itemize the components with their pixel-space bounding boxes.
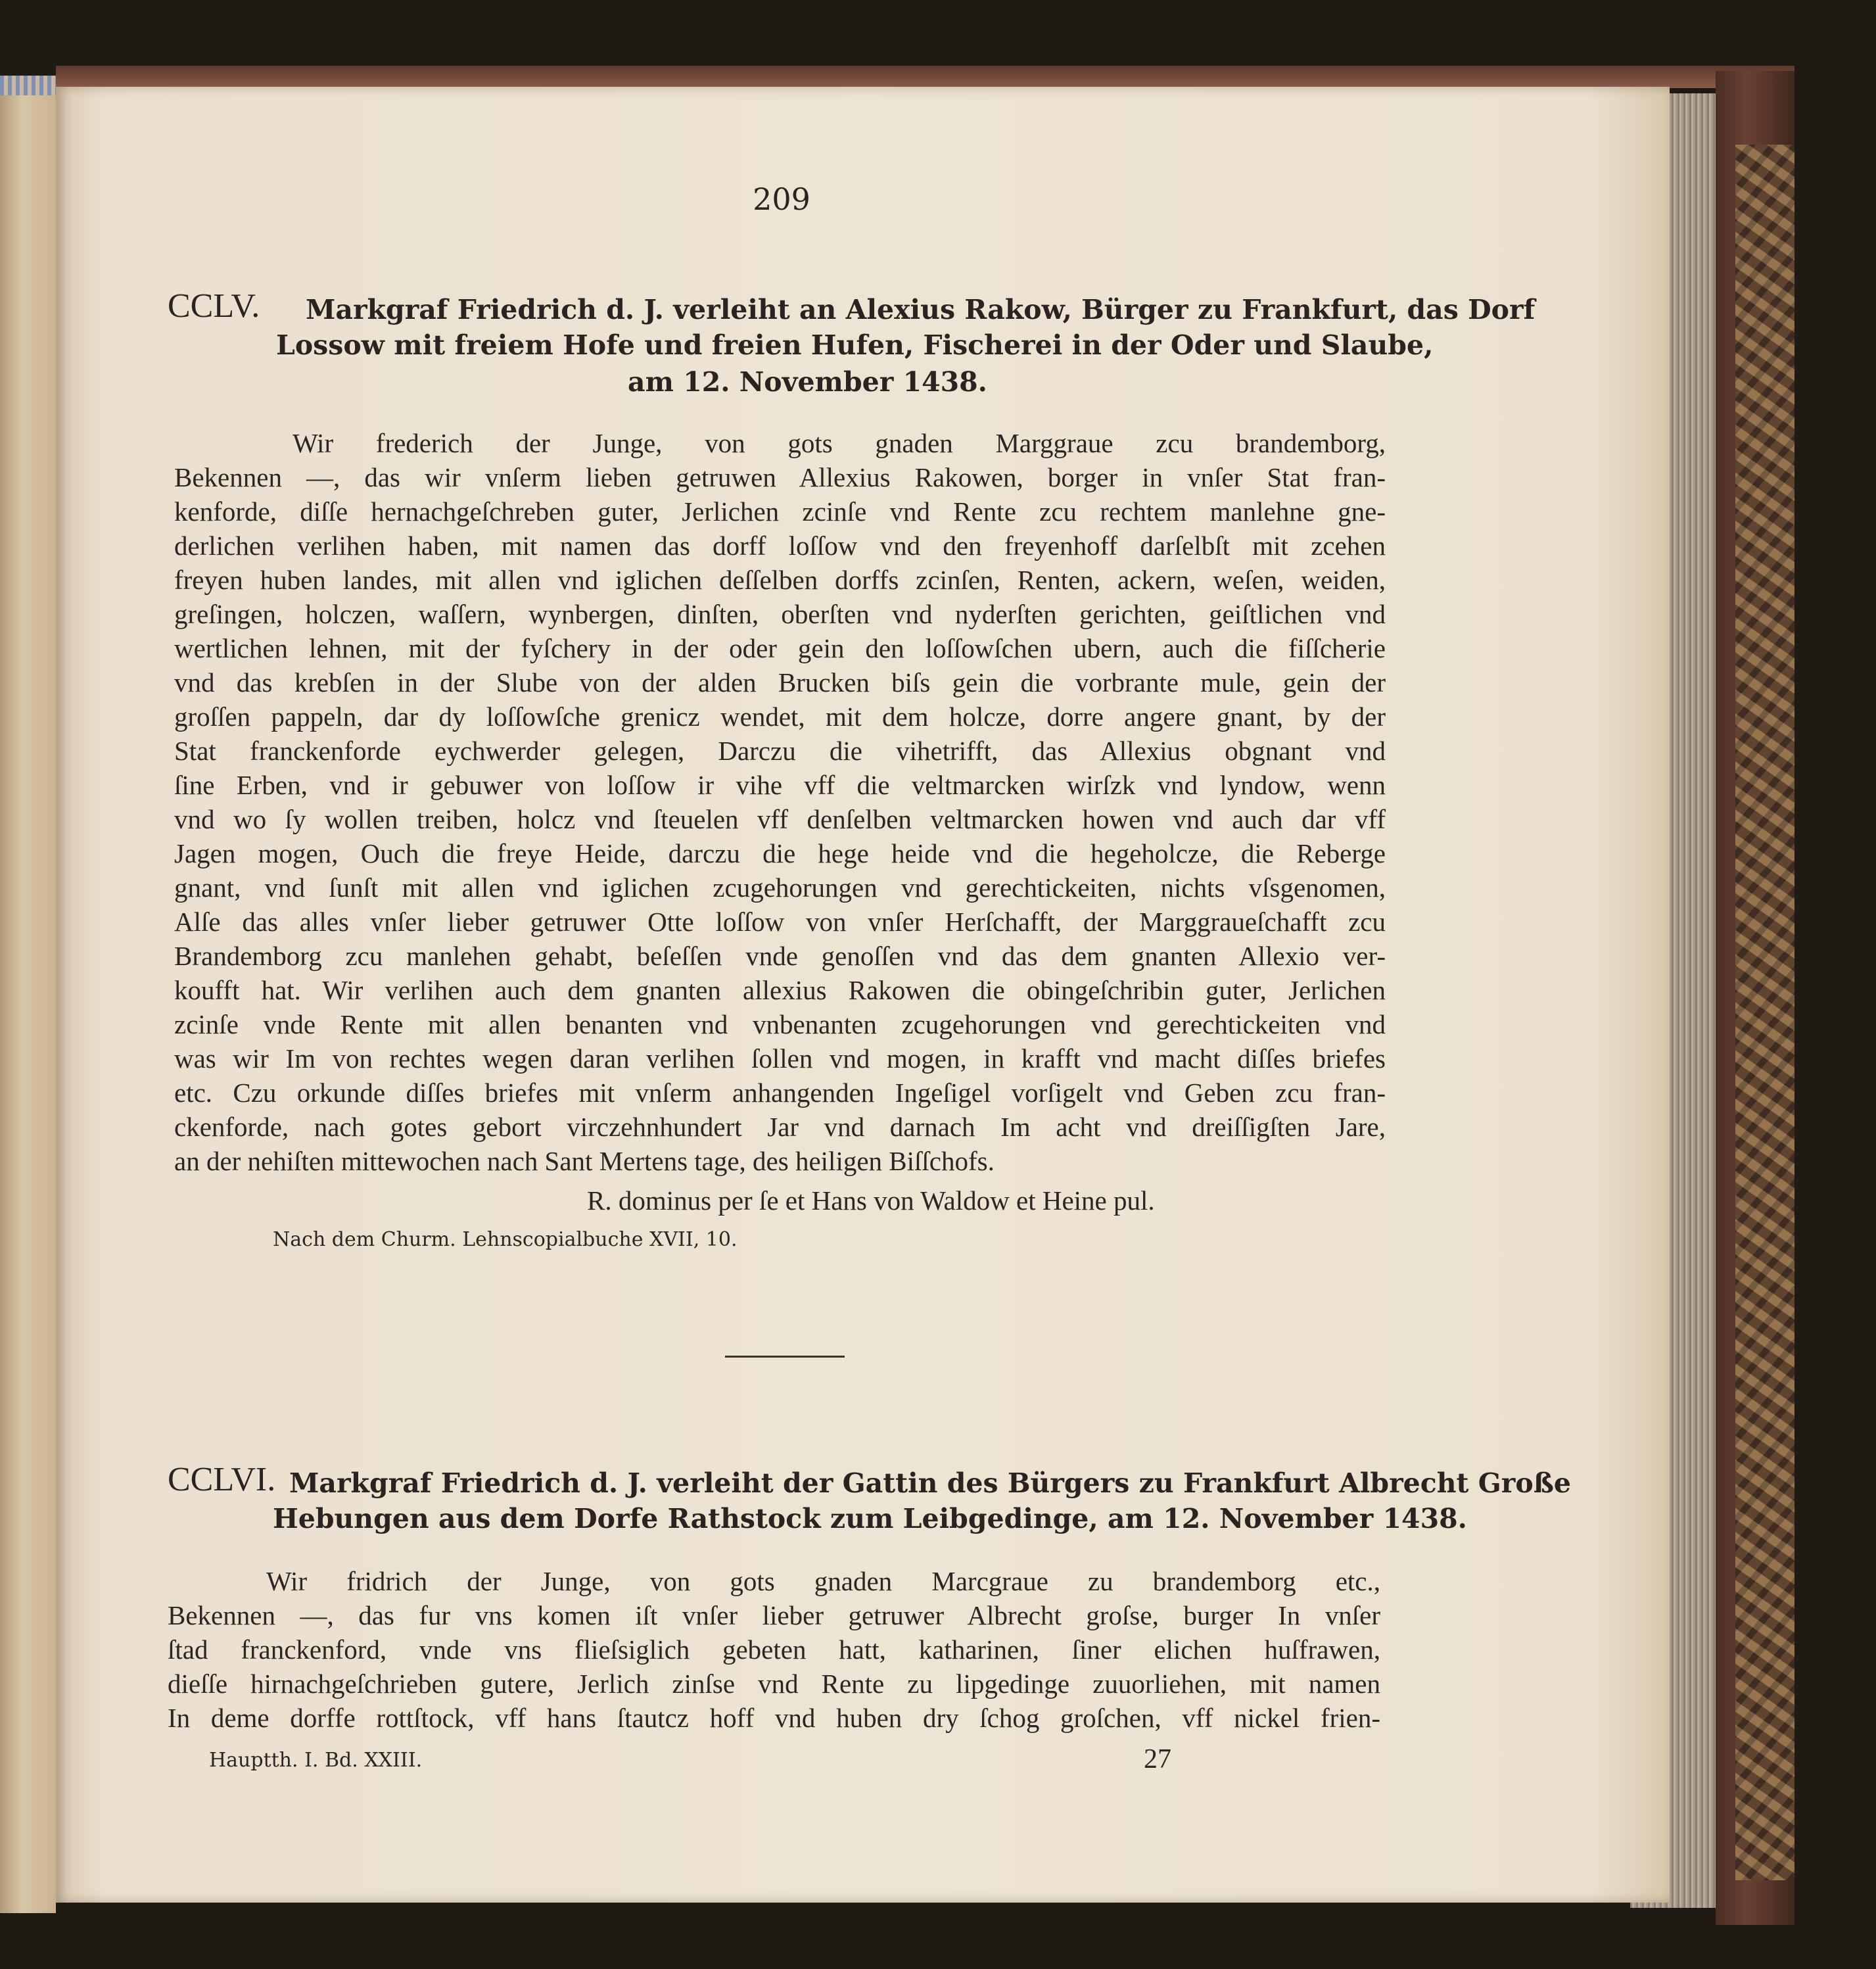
text-line: dieſſe hirnachgeſchrieben gutere, Jerlich zinſse vnd Rente zu lipgedinge zuuorliehen, mit namen xyxy=(168,1669,1380,1699)
heading-line: Markgraf Friedrich d. J. verleiht der Gattin des Bürgers zu Frankfurt Albrecht Große xyxy=(289,1467,1571,1499)
text-line: wertlichen lehnen, mit der fyſchery in der oder gein den loſſowſchen ubern, auch die fiſſcherie xyxy=(174,633,1386,663)
heading-line: Lossow mit freiem Hofe und freien Hufen, Fischerei in der Oder und Slaube, xyxy=(276,329,1434,361)
section-number: CCLV. xyxy=(168,287,260,325)
footer-series-label: Hauptth. I. Bd. XXIII. xyxy=(209,1749,423,1772)
section-number: CCLVI. xyxy=(168,1461,276,1498)
text-line: greſingen, holczen, waſſern, wynbergen, dinſten, oberſten vnd nyderſten gerichten, geiſtlichen vnd xyxy=(174,599,1386,629)
text-line: zcinſe vnde Rente mit allen benanten vnd vnbenanten zcugehorungen vnd gerechtickeiten vnd xyxy=(174,1009,1386,1039)
left-page-edge xyxy=(0,76,56,95)
section-divider xyxy=(725,1356,845,1358)
text-line: ckenforde, nach gotes gebort virczehnhundert Jar vnd darnach Im acht vnd dreiſſigſten Jare, xyxy=(174,1112,1386,1142)
text-line: Alſe das alles vnſer lieber getruwer Otte loſſow von vnſer Herſchafft, der Marggraueſchafft zcu xyxy=(174,907,1386,937)
text-line: Brandemborg zcu manlehen gehabt, beſeſſen vnde genoſſen vnd das dem gnanten Allexio ver- xyxy=(174,941,1386,971)
text-line: etc. Czu orkunde diſſes briefes mit vnſerm anhangenden Ingeſigel vorſigelt vnd Geben zcu fran- xyxy=(174,1078,1386,1108)
text-line: Bekennen —, das wir vnſerm lieben getruwen Allexius Rakowen, borger in vnſer Stat fran- xyxy=(174,462,1386,492)
text-line: was wir Im von rechtes wegen daran verlihen ſollen vnd mogen, in krafft vnd macht diſſes briefes xyxy=(174,1043,1386,1074)
heading-line: am 12. November 1438. xyxy=(628,366,987,398)
left-page-margin xyxy=(0,76,56,1913)
text-line: freyen huben landes, mit allen vnd iglichen deſſelben dorffs zcinſen, Renten, ackern, weſen, weiden, xyxy=(174,565,1386,595)
text-line: kenforde, diſſe hernachgeſchreben guter, Jerlichen zcinſe vnd Rente zcu rechtem manlehne gne- xyxy=(174,496,1386,527)
page-number: 209 xyxy=(753,181,810,217)
text-line: Wir fridrich der Junge, von gots gnaden Marcgraue zu brandemborg etc., xyxy=(266,1566,1380,1596)
text-line: gnant, vnd ſunſt mit allen vnd iglichen zcugehorungen vnd gerechtickeiten, nichts vſsgenomen, xyxy=(174,872,1386,903)
section-heading-cclvi xyxy=(168,1461,1571,1540)
signature-line: R. dominus per ſe et Hans von Waldow et Heine pul. xyxy=(587,1185,1155,1216)
text-line: derlichen verlihen haben, mit namen das dorff loſſow vnd den freyenhoff darſelbſt mit zcehen xyxy=(174,531,1386,561)
text-line: an der nehiſten mittewochen nach Sant Mertens tage, des heiligen Biſſchofs. xyxy=(174,1146,995,1176)
text-line: In deme dorffe rottſtock, vff hans ſtautcz hoff vnd huben dry ſchog groſchen, vff nickel frien- xyxy=(168,1703,1380,1733)
text-line: groſſen pappeln, dar dy loſſowſche grenicz wendet, mit dem holcze, dorre angere gnant, by der xyxy=(174,701,1386,732)
text-line: vnd wo ſy wollen treiben, holcz vnd ſteuelen vff denſelben veltmarcken howen vnd auch dar vff xyxy=(174,804,1386,834)
section-heading-cclv xyxy=(168,287,1536,402)
text-line: Wir frederich der Junge, von gots gnaden Marggraue zcu brandemborg, xyxy=(293,428,1386,458)
text-line: koufft hat. Wir verlihen auch dem gnanten allexius Rakowen die obingeſchribin guter, Jerlichen xyxy=(174,975,1386,1005)
heading-line: Markgraf Friedrich d. J. verleiht an Alexius Rakow, Bürger zu Frankfurt, das Dorf xyxy=(306,294,1536,325)
text-line: ſine Erben, vnd ir gebuwer von loſſow ir vihe vff die veltmarcken wirſzk vnd lyndow, wenn xyxy=(174,770,1386,800)
text-line: vnd das krebſen in der Slube von der alden Brucken biſs gein die vorbrante mule, gein der xyxy=(174,667,1386,698)
text-line: Stat franckenforde eychwerder gelegen, Darczu die vihetrifft, das Allexius obgnant vnd xyxy=(174,736,1386,766)
book-cover-top xyxy=(56,66,1794,88)
heading-line: Hebungen aus dem Dorfe Rathstock zum Leibgedinge, am 12. November 1438. xyxy=(273,1503,1467,1534)
text-line: ſtad franckenford, vnde vns flieſsiglich gebeten hatt, katharinen, ſiner elichen huſfrawen, xyxy=(168,1634,1380,1665)
text-line: Jagen mogen, Ouch die freye Heide, darczu die hege heide vnd die hegeholcze, die Reberge xyxy=(174,838,1386,868)
footer-signature-mark: 27 xyxy=(1144,1744,1171,1774)
text-line: Bekennen —, das fur vns komen iſt vnſer lieber getruwer Albrecht groſse, burger In vnſer xyxy=(168,1600,1380,1630)
marbled-edge xyxy=(1735,145,1794,1880)
source-note: Nach dem Churm. Lehnscopialbuche XVII, 10. xyxy=(273,1228,738,1251)
